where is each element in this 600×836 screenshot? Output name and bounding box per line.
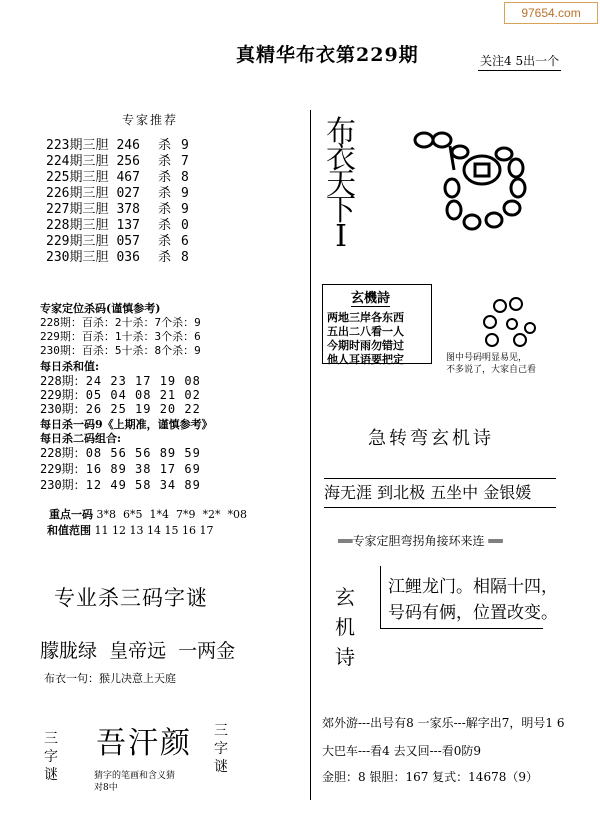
rec-period: 223期三胆 [46, 138, 109, 153]
rec-kill: 8 [180, 250, 189, 265]
coin-shape [433, 133, 451, 147]
coin-shape [484, 316, 496, 328]
coin-shape [514, 334, 526, 346]
position-kill-title: 专家定位杀码(谨慎参考) [40, 302, 161, 315]
rec-kill-label: 杀 [157, 202, 171, 217]
rec-kill: 8 [180, 170, 189, 185]
row-nums: 05 04 08 21 02 [85, 388, 201, 402]
rec-row [46, 138, 199, 154]
column-divider [310, 110, 311, 800]
hint-line: 金胆：8 银胆：167 复式：14678（9） [322, 770, 538, 784]
riddle-label-right: 三 字 谜 [214, 723, 228, 775]
expert-line: ══专家定胆弯拐角接环来连 ══ [338, 534, 503, 548]
rec-kill: 9 [180, 138, 189, 153]
rec-period: 228期三胆 [46, 218, 109, 233]
sum-row [40, 388, 201, 402]
row-nums: 26 25 19 20 22 [85, 402, 201, 416]
coin-shape [511, 179, 525, 197]
expert-recommend-title: 专家推荐 [122, 113, 179, 127]
coin-shape [475, 164, 489, 176]
image-note: 图中号码明显易见， 不多说了，大家自己看 [446, 353, 537, 375]
rec-nums: 246 [116, 138, 140, 153]
rec-kill-label: 杀 [157, 154, 171, 169]
position-kill-row: 230期：百杀：5十杀：8个杀：9 [40, 344, 201, 357]
rec-period: 230期三胆 [46, 250, 109, 265]
poem-line: 两地三岸各东西 [327, 311, 404, 324]
coin-shape [452, 146, 468, 158]
jizhuan-title: 急转弯玄机诗 [368, 428, 494, 449]
hint-line: 大巴车---看4 去又回---看0防9 [322, 744, 482, 758]
coin-shape [494, 300, 506, 312]
xuanji-shi-label: 玄 机 诗 [335, 585, 355, 669]
rec-row [46, 250, 199, 266]
rec-nums: 467 [116, 170, 140, 185]
rec-kill-label: 杀 [157, 250, 171, 265]
row-period: 229期： [40, 388, 86, 402]
rec-nums: 378 [116, 202, 140, 217]
pro-kill-title: 专业杀三码字谜 [54, 586, 208, 610]
rec-kill-label: 杀 [157, 170, 171, 185]
rec-kill: 6 [180, 234, 189, 249]
daily-sum-title: 每日杀和值: [40, 360, 100, 373]
pro-kill-words: 朦胧绿 皇帝远 一两金 [40, 640, 236, 662]
hint-line: 郊外游---出号有8 一家乐---解字出7，明号1 6 [322, 716, 565, 730]
rec-period: 226期三胆 [46, 186, 109, 201]
rec-period: 225期三胆 [46, 170, 109, 185]
two-row [40, 446, 201, 460]
xuanji-poem-box [322, 284, 432, 364]
riddle-note: 猜字的笔画和含义猜 [94, 771, 176, 781]
riddle-main: 吾汗颜 [96, 726, 192, 761]
rec-row [46, 202, 199, 218]
page-title: 真精华布衣第229期 [236, 44, 419, 66]
xuanji-shi-line: 号码有俩，位置改变。 [388, 603, 558, 623]
coin-shape [504, 201, 520, 215]
rec-nums: 057 [116, 234, 140, 249]
jizhuan-banner: 海无涯 到北极 五坐中 金银媛 [324, 478, 556, 508]
row-nums: 12 49 58 34 89 [85, 478, 201, 492]
row-period: 228期： [40, 374, 86, 388]
sum-row [40, 402, 201, 416]
buyi-line: 布衣一句：猴儿决意上天庭 [44, 672, 176, 685]
coin-shape [486, 213, 502, 227]
poem-line: 今期时雨勿错过 [327, 339, 404, 352]
rec-kill: 9 [180, 202, 189, 217]
rec-row [46, 170, 199, 186]
coin-chain-image [412, 130, 532, 250]
rec-kill-label: 杀 [157, 138, 171, 153]
rec-kill: 7 [180, 154, 189, 169]
coin-shape [510, 298, 522, 310]
rec-kill: 0 [180, 218, 189, 233]
xuanji-shi-line: 江鲤龙门。相隔十四， [388, 577, 558, 597]
coin-shape [525, 323, 535, 333]
coin-shape [486, 334, 498, 346]
coin-shape [464, 215, 480, 229]
rec-nums: 036 [116, 250, 140, 265]
site-watermark: 97654.com [504, 2, 598, 24]
rec-kill: 9 [180, 186, 189, 201]
rec-period: 229期三胆 [46, 234, 109, 249]
coin-shape [507, 319, 517, 329]
rec-nums: 256 [116, 154, 140, 169]
coin-shape [496, 148, 512, 160]
row-period: 230期： [40, 478, 86, 492]
rec-kill-label: 杀 [157, 218, 171, 233]
rec-period: 224期三胆 [46, 154, 109, 169]
daily-two-code-title: 每日杀二码组合: [40, 432, 122, 445]
rec-period: 227期三胆 [46, 202, 109, 217]
coin-shape [415, 133, 433, 147]
coin-face-image [470, 296, 550, 352]
row-period: 230期： [40, 402, 86, 416]
poem-line: 五出二八看一人 [327, 325, 404, 338]
two-row [40, 462, 201, 476]
two-row [40, 478, 201, 492]
rec-nums: 137 [116, 218, 140, 233]
rec-row [46, 154, 199, 170]
rec-nums: 027 [116, 186, 140, 201]
row-nums: 24 23 17 19 08 [85, 374, 201, 388]
row-period: 228期： [40, 446, 86, 460]
coin-shape [509, 159, 523, 177]
coin-shape [445, 179, 459, 197]
riddle-note: 对8中 [94, 783, 118, 793]
row-nums: 08 56 56 89 59 [85, 446, 201, 460]
sum-row [40, 374, 201, 388]
rec-row [46, 234, 199, 250]
row-nums: 16 89 38 17 69 [85, 462, 201, 476]
buyi-tianxia-vertical: 布 衣 天 下 I [326, 115, 356, 254]
position-kill-row: 228期：百杀：2十杀：7个杀：9 [40, 316, 201, 329]
poem-line: 他人耳语要把定 [327, 353, 404, 366]
follow-note: 关注4 5出一个 [478, 52, 561, 71]
coin-shape [464, 156, 500, 184]
key-codes: 重点一码 3*8 6*5 1*4 7*9 *2* *08 [49, 508, 247, 521]
xuanji-poem-title: 玄機詩 [351, 287, 390, 307]
rec-kill-label: 杀 [157, 186, 171, 201]
rec-kill-label: 杀 [157, 234, 171, 249]
row-period: 229期： [40, 462, 86, 476]
position-kill-row: 229期：百杀：1十杀：3个杀：6 [40, 330, 201, 343]
coin-shape [447, 201, 461, 219]
rec-row [46, 186, 199, 202]
riddle-label-left: 三 字 谜 [44, 731, 58, 783]
daily-one-code: 每日杀一码9《上期准，谨慎参考》 [40, 418, 213, 431]
sum-range: 和值范围 11 12 13 14 15 16 17 [47, 524, 214, 537]
rec-row [46, 218, 199, 234]
